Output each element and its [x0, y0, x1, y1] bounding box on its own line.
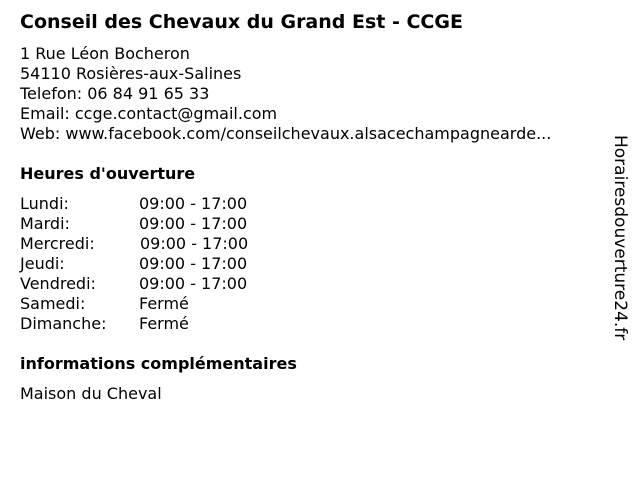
day-label: Dimanche:: [20, 314, 107, 333]
day-hours: 09:00 - 17:00: [140, 234, 249, 253]
day-hours: Fermé: [139, 294, 189, 313]
opening-hours-heading: Heures d'ouverture: [20, 164, 196, 183]
day-label: Vendredi:: [20, 274, 96, 293]
day-label: Mercredi:: [20, 234, 95, 253]
website-link[interactable]: Web: www.facebook.com/conseilchevaux.alsacechampagnearde...: [20, 124, 552, 143]
address-city: 54110 Rosières-aux-Salines: [20, 64, 242, 83]
phone-number[interactable]: Telefon: 06 84 91 65 33: [20, 84, 210, 103]
site-brand-vertical[interactable]: Horairesdouverture24.fr: [610, 135, 630, 341]
address-street: 1 Rue Léon Bocheron: [20, 44, 190, 63]
business-name: Conseil des Chevaux du Grand Est - CCGE: [20, 11, 463, 33]
day-hours: Fermé: [139, 314, 189, 333]
day-label: Samedi:: [20, 294, 86, 313]
contact-block: [20, 44, 551, 144]
day-hours: 09:00 - 17:00: [139, 194, 248, 213]
day-hours: 09:00 - 17:00: [139, 254, 248, 273]
additional-info-heading: informations complémentaires: [20, 354, 297, 373]
day-label: Lundi:: [20, 194, 69, 213]
day-label: Mardi:: [20, 214, 70, 233]
day-hours: 09:00 - 17:00: [139, 214, 248, 233]
day-hours: 09:00 - 17:00: [139, 274, 248, 293]
additional-info-text: Maison du Cheval: [20, 384, 162, 403]
day-label: Jeudi:: [20, 254, 65, 273]
email-address[interactable]: Email: ccge.contact@gmail.com: [20, 104, 278, 123]
